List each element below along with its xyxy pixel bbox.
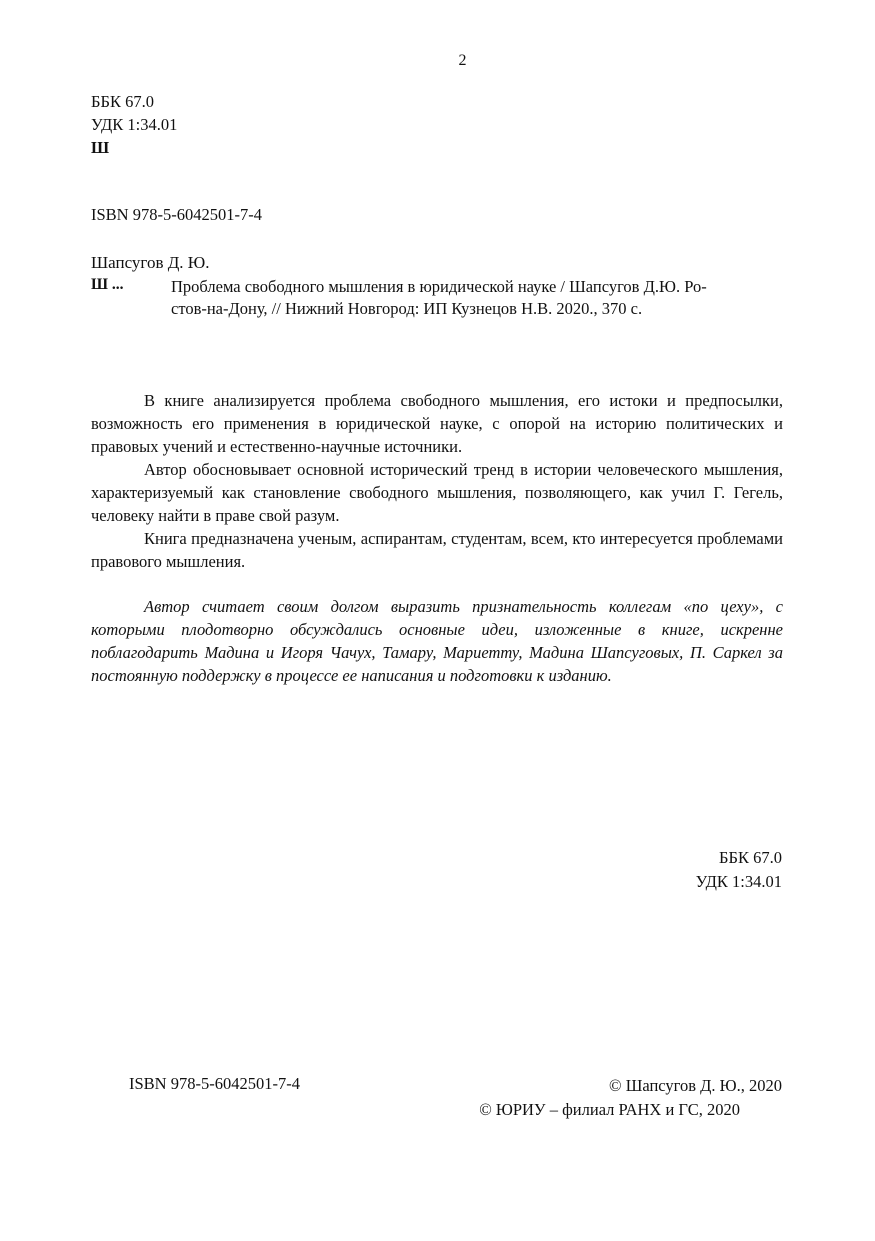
- record-description: [171, 276, 783, 320]
- record-code: Ш ...: [91, 276, 124, 293]
- classification-top: [91, 90, 177, 159]
- record-line-1: Проблема свободного мышления в юридической науке / Шапсугов Д.Ю. Ро-: [171, 277, 707, 296]
- isbn-bottom: ISBN 978-5-6042501-7-4: [129, 1074, 300, 1093]
- acknowledgement-text: Автор считает своим долгом выразить признательность коллегам «по цеху», с которыми плодотворно обсуждались основные идеи, изложенные в книге, искренне поблагодарить Мадина и Игоря Чачух, Тамару, Мариетту, Мадина Шапсуговых, П. Саркел за постоянную поддержку в процессе ее написания и подготовки к изданию.: [91, 597, 783, 685]
- copyright-block: [479, 1074, 782, 1122]
- annotation-paragraph: Автор обосновывает основной исторический тренд в истории человеческого мышления, характеризуемый как становление свободного мышления, позволяющего, как учил Г. Гегель, человеку найти в праве свой разум.: [91, 460, 783, 525]
- bbk-code-bottom: ББК 67.0: [719, 848, 782, 867]
- copyright-publisher: © ЮРИУ – филиал РАНХ и ГС, 2020: [479, 1100, 740, 1119]
- annotation-paragraph: В книге анализируется проблема свободного мышления, его истоки и предпосылки, возможность его применения в юридической науке, с опорой на историю политических и правовых учений и естественно-научные источники.: [91, 391, 783, 456]
- author-mark: Ш: [91, 138, 110, 157]
- record-author: Шапсугов Д. Ю.: [91, 253, 210, 272]
- annotation-paragraph: Книга предназначена ученым, аспирантам, студентам, всем, кто интересуется проблемами правового мышления.: [91, 529, 783, 571]
- acknowledgement: [91, 595, 783, 687]
- record-line-2: стов-на-Дону, // Нижний Новгород: ИП Кузнецов Н.В. 2020., 370 с.: [171, 299, 643, 318]
- isbn-top: ISBN 978-5-6042501-7-4: [91, 205, 262, 224]
- page-number: 2: [458, 52, 467, 69]
- classification-bottom: [696, 846, 782, 894]
- annotation: [91, 389, 783, 573]
- udk-code: УДК 1:34.01: [91, 115, 178, 134]
- udk-code-bottom: УДК 1:34.01: [695, 872, 782, 891]
- copyright-author: © Шапсугов Д. Ю., 2020: [609, 1076, 782, 1095]
- bbk-code: ББК 67.0: [91, 92, 154, 111]
